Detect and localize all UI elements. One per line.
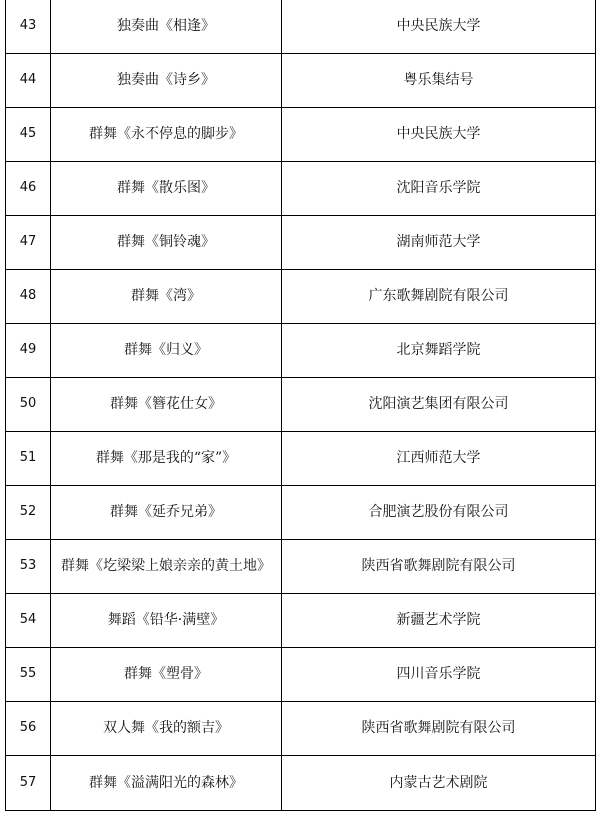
row-number: 52 [6,485,51,539]
table-row [6,431,596,485]
organization-name: 合肥演艺股份有限公司 [282,485,596,539]
row-number: 45 [6,107,51,161]
row-number: 51 [6,431,51,485]
organization-name: 湖南师范大学 [282,215,596,269]
table-row [6,53,596,107]
program-title: 群舞《延乔兄弟》 [51,485,282,539]
organization-name: 广东歌舞剧院有限公司 [282,269,596,323]
table-row [6,323,596,377]
table-row [6,485,596,539]
program-title: 群舞《散乐图》 [51,161,282,215]
row-number: 48 [6,269,51,323]
table-row [6,539,596,593]
program-title: 群舞《湾》 [51,269,282,323]
program-title: 群舞《归义》 [51,323,282,377]
row-number: 57 [6,755,51,810]
table-row [6,161,596,215]
program-title: 舞蹈《铅华·满壁》 [51,593,282,647]
table-row [6,377,596,431]
table-row [6,269,596,323]
organization-name: 粤乐集结号 [282,53,596,107]
organization-name: 江西师范大学 [282,431,596,485]
organization-name: 沈阳演艺集团有限公司 [282,377,596,431]
organization-name: 陕西省歌舞剧院有限公司 [282,701,596,755]
organization-name: 陕西省歌舞剧院有限公司 [282,539,596,593]
table-row [6,755,596,810]
row-number: 50 [6,377,51,431]
program-title: 双人舞《我的额吉》 [51,701,282,755]
table-row [6,593,596,647]
program-title: 群舞《溢满阳光的森林》 [51,755,282,810]
table-row [6,107,596,161]
row-number: 43 [6,0,51,53]
row-number: 49 [6,323,51,377]
table-row [6,215,596,269]
program-title: 群舞《塑骨》 [51,647,282,701]
organization-name: 中央民族大学 [282,0,596,53]
organization-name: 北京舞蹈学院 [282,323,596,377]
program-title: 群舞《簪花仕女》 [51,377,282,431]
program-title: 独奏曲《诗乡》 [51,53,282,107]
program-title: 群舞《永不停息的脚步》 [51,107,282,161]
organization-name: 沈阳音乐学院 [282,161,596,215]
organization-name: 中央民族大学 [282,107,596,161]
program-title: 独奏曲《相逢》 [51,0,282,53]
organization-name: 内蒙古艺术剧院 [282,755,596,810]
organization-name: 四川音乐学院 [282,647,596,701]
row-number: 44 [6,53,51,107]
table-row [6,647,596,701]
table-row [6,701,596,755]
program-title: 群舞《圪梁梁上娘亲亲的黄土地》 [51,539,282,593]
row-number: 54 [6,593,51,647]
row-number: 47 [6,215,51,269]
row-number: 56 [6,701,51,755]
program-title: 群舞《那是我的“家”》 [51,431,282,485]
row-number: 53 [6,539,51,593]
program-title: 群舞《铜铃魂》 [51,215,282,269]
organization-name: 新疆艺术学院 [282,593,596,647]
row-number: 46 [6,161,51,215]
row-number: 55 [6,647,51,701]
program-list-table [5,0,596,811]
table-row [6,0,596,53]
